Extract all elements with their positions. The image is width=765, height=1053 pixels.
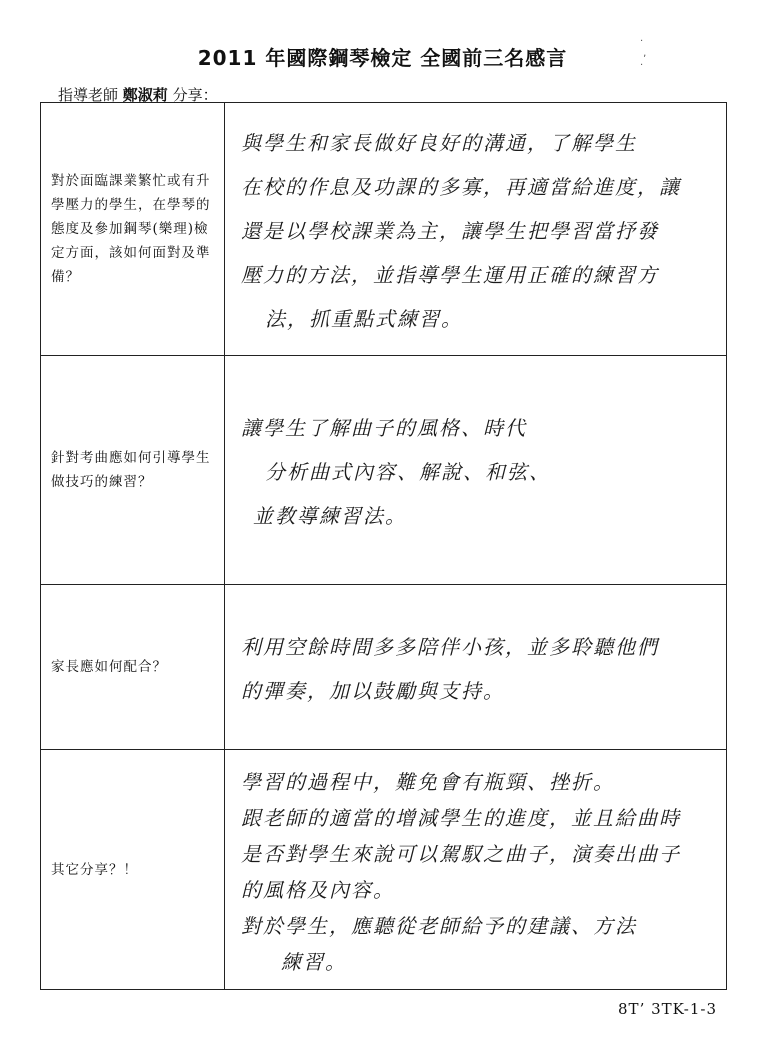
teacher-prefix: 指導老師 bbox=[58, 86, 119, 104]
answer-line: 利用空餘時間多多陪伴小孩，並多聆聽他們 bbox=[241, 635, 659, 659]
answer-line: 還是以學校課業為主，讓學生把學習當抒發 bbox=[241, 219, 659, 243]
answer-line: 的風格及內容。 bbox=[241, 877, 395, 902]
qa-row bbox=[41, 103, 727, 356]
teacher-name: 鄭淑莉 bbox=[122, 86, 168, 104]
qa-row bbox=[41, 356, 727, 585]
answer-line: 在校的作息及功課的多寡，再適當給進度，讓 bbox=[241, 175, 681, 199]
answer-line: 練習。 bbox=[281, 949, 347, 974]
document-code: 8T’ 3TK-1-3 bbox=[618, 1000, 717, 1018]
answer-line: 對於學生，應聽從老師給予的建議、方法 bbox=[241, 913, 637, 938]
answer-line: 並教導練習法。 bbox=[253, 504, 407, 528]
qa-table bbox=[40, 102, 727, 990]
answer-line: 跟老師的適當的增減學生的進度，並且給曲時 bbox=[241, 805, 681, 830]
question-cell: 其它分享？！ bbox=[41, 750, 225, 990]
qa-row bbox=[41, 585, 727, 750]
question-cell: 對於面臨課業繁忙或有升學壓力的學生，在學琴的態度及參加鋼琴(樂理)檢定方面，該如何面對及準備？ bbox=[41, 103, 225, 356]
answer-line: 壓力的方法，並指導學生運用正確的練習方 bbox=[241, 263, 659, 287]
teacher-suffix: 分享： bbox=[172, 86, 218, 104]
answer-cell bbox=[225, 103, 727, 356]
answer-line: 是否對學生來說可以駕馭之曲子，演奏出曲子 bbox=[241, 841, 681, 866]
answer-line: 的彈奏，加以鼓勵與支持。 bbox=[241, 679, 505, 703]
scan-specks: · , · bbox=[640, 36, 647, 71]
answer-line: 學習的過程中，難免會有瓶頸、挫折。 bbox=[241, 769, 615, 794]
answer-line: 分析曲式內容、解說、和弦、 bbox=[265, 460, 551, 484]
answer-line: 與學生和家長做好良好的溝通，了解學生 bbox=[241, 131, 637, 155]
question-cell: 針對考曲應如何引導學生做技巧的練習？ bbox=[41, 356, 225, 585]
question-cell: 家長應如何配合？ bbox=[41, 585, 225, 750]
answer-line: 法，抓重點式練習。 bbox=[265, 307, 463, 331]
answer-line: 讓學生了解曲子的風格、時代 bbox=[241, 416, 527, 440]
answer-cell bbox=[225, 585, 727, 750]
qa-row bbox=[41, 750, 727, 990]
page-title: 2011 年國際鋼琴檢定 全國前三名感言 bbox=[197, 46, 568, 70]
answer-cell bbox=[225, 750, 727, 990]
answer-cell bbox=[225, 356, 727, 585]
